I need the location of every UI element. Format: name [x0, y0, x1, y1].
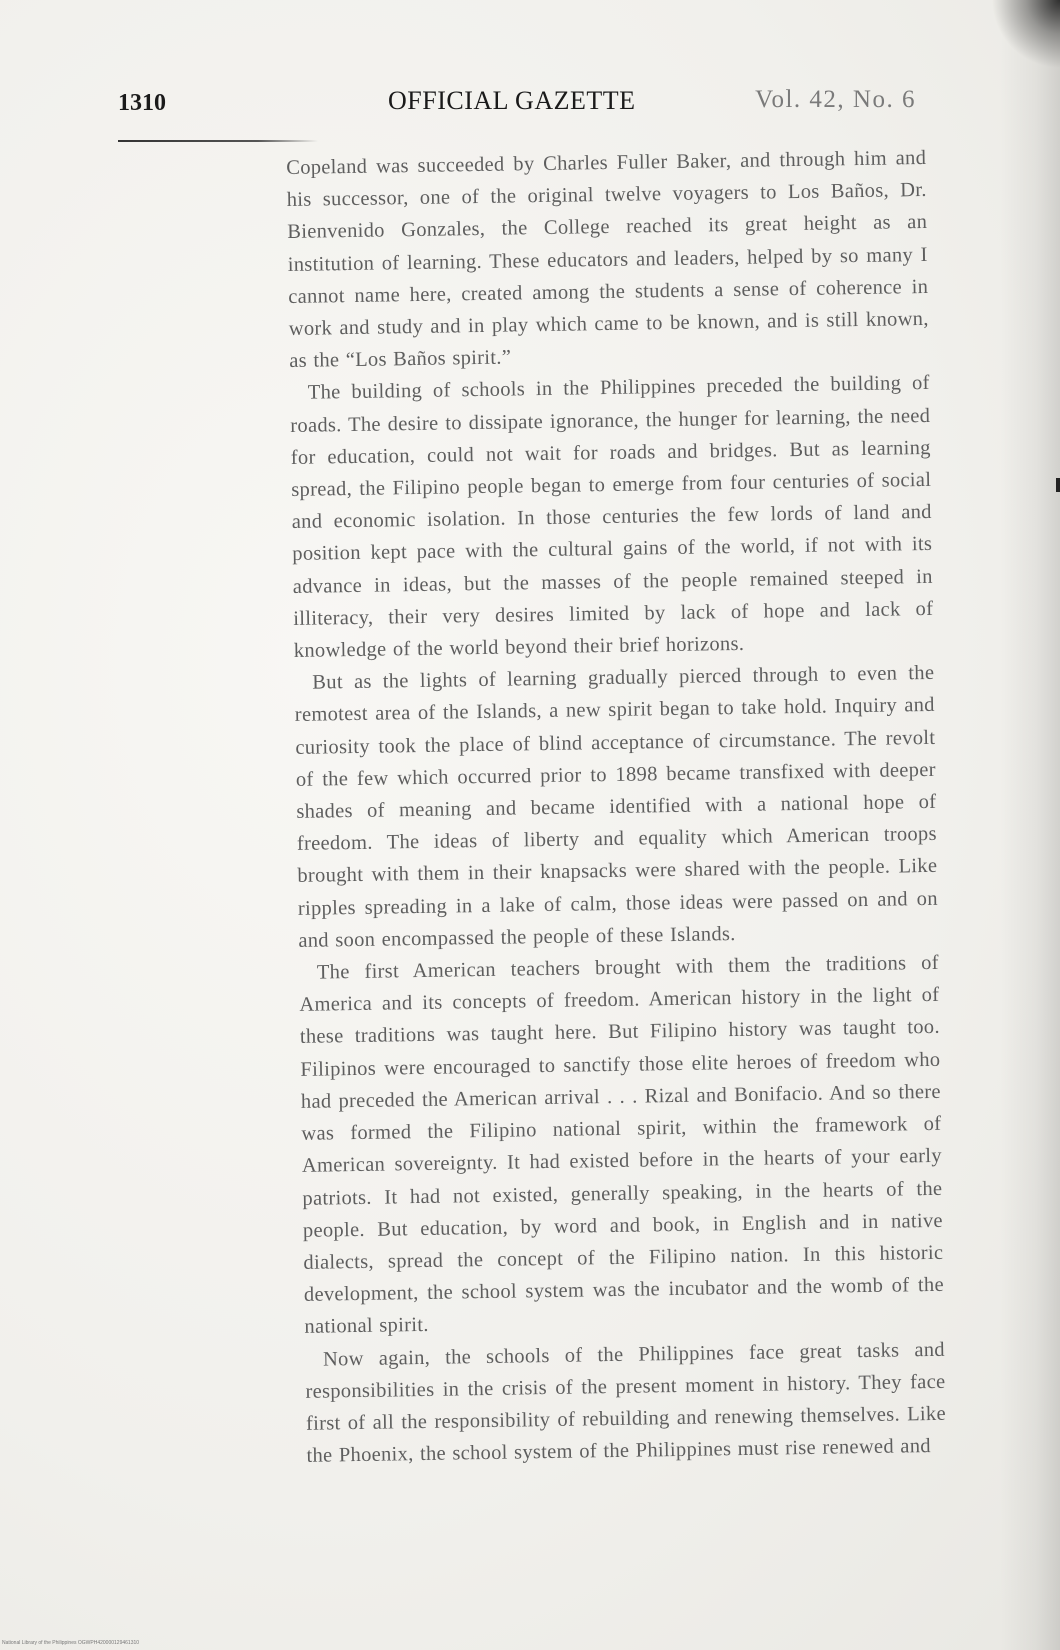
paragraph-text: Copeland was succeeded by Charles Fuller Baker, and through him and his successor, one of the original twelve voyagers to Los Baños, Dr. Bienvenido Gonzales, the College reached its great height as an institution of learning. These educators and leaders, helped by so many I cannot name here, created among the students a sense of coherence in work and study and in play which came to be known, and is still known, as the “Los Baños spirit.” [286, 146, 929, 373]
paragraph-4 [299, 947, 945, 1343]
paragraph-text: But as the lights of learning gradually pierced through to even the remotest area of the Islands, a new spirit began to take hold. Inquiry and curiosity took the place of blind acceptance of circumstance. The revolt of the few which occurred prior to 1898 became transfixed with deeper shades of meaning and became identified with a national hope of freedom. The ideas of liberty and equality which American troops brought with them in their knapsacks were shared with the people. Like ripples spreading in a lake of calm, those ideas were passed on and on and soon encompassed the people of these Islands. [294, 662, 938, 952]
page-header [118, 82, 948, 122]
paragraph-1 [286, 142, 929, 377]
header-rule [118, 140, 318, 142]
page-edge-shadow [1000, 0, 1060, 1650]
paragraph-text: Now again, the schools of the Philippines face great tasks and responsibilities in the crisis of the present moment in history. They face first of all the responsibility of rebuilding and renewing themselves. Like the Phoenix, the school system of the Philippines must rise renewed and [305, 1338, 947, 1467]
scan-credit: National Library of the Philippines OGWPH420000129461310 [2, 1640, 140, 1646]
scan-corner-shadow [980, 0, 1060, 80]
page-number: 1310 [118, 90, 166, 116]
volume-number: Vol. 42, No. 6 [755, 86, 916, 113]
paragraph-text: The building of schools in the Philippines preceded the building of roads. The desire to dissipate ignorance, the hunger for learning, the need for education, could not wait for roads and bridges. But as learning spread, the Filipino people began to emerge from four centuries of social and economic isolation. In those centuries the few lords of land and position kept pace with the cultural gains of the world, if not with its advance in ideas, but the masses of the people remained steeped in illiteracy, their very desires limited by lack of hope and lack of knowledge of the world beyond their brief horizons. [290, 372, 934, 662]
paragraph-3 [294, 657, 938, 957]
article-body [286, 142, 947, 1472]
paragraph-5 [305, 1333, 947, 1472]
scan-edge-mark [1056, 478, 1060, 492]
paragraph-text: The first American teachers brought with them the traditions of America and its concepts of freedom. American history in the light of these traditions was taught here. But Filipino history was taught too. Filipinos were encouraged to sanctify those elite heroes of freedom who had preceded the American arrival . . . Rizal and Bonifacio. And so there was formed the Filipino national spirit, within the framework of American sovereignty. It had existed before in the hearts of your early patriots. It had not existed, generally speaking, in the hearts of the people. But education, by word and book, in English and in native dialects, spread the concept of the Filipino nation. In this historic development, the school system was the incubator and the womb of the national spirit. [299, 951, 945, 1339]
paragraph-2 [290, 367, 934, 667]
publication-title: OFFICIAL GAZETTE [388, 86, 636, 115]
